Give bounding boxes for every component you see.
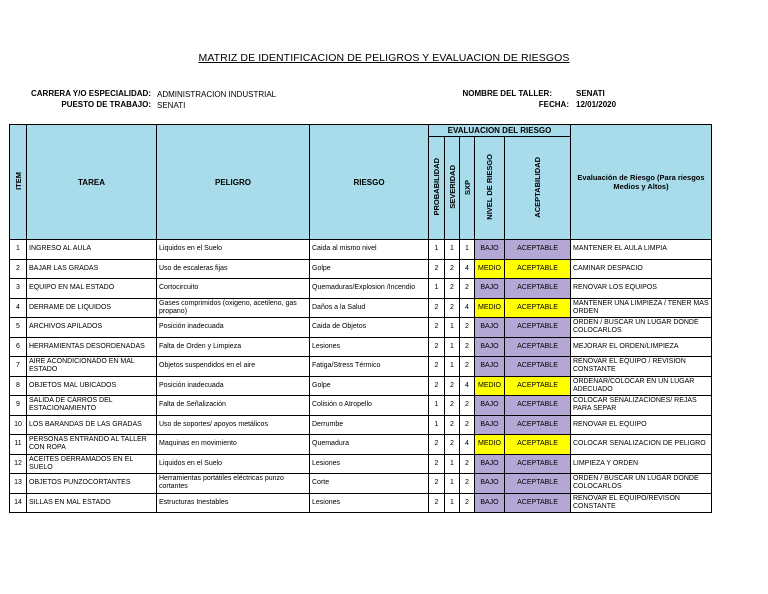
cell-item: 14 [10,493,27,513]
cell-item: 12 [10,454,27,474]
cell-aceptabilidad: ACEPTABLE [505,435,571,455]
cell-severidad: 2 [445,415,460,435]
cell-severidad: 1 [445,337,460,357]
cell-severidad: 2 [445,298,460,318]
puesto-value: SENATI [157,101,186,110]
cell-peligro: Maquinas en movimiento [157,435,310,455]
cell-item: 1 [10,240,27,260]
carrera-label: CARRERA Y/O ESPECIALIDAD: [30,89,151,98]
cell-peligro: Uso de soportes/ apoyos metálicos [157,415,310,435]
cell-riesgo: Fatiga/Stress Térmico [310,357,429,377]
cell-medida: MANTENER EL AULA LIMPIA [571,240,712,260]
cell-sxp: 2 [460,474,475,494]
cell-severidad: 2 [445,259,460,279]
fecha-value: 12/01/2020 [576,100,617,109]
cell-medida: LIMPIEZA Y ORDEN [571,454,712,474]
cell-medida: ORDEN / BUSCAR UN LUGAR DONDE COLOCARLOS [571,474,712,494]
header-evaluacion: EVALUACION DEL RIESGO [429,125,571,137]
cell-sxp: 2 [460,396,475,416]
cell-nivel: MEDIO [475,376,505,396]
cell-probabilidad: 1 [429,240,445,260]
cell-aceptabilidad: ACEPTABLE [505,259,571,279]
taller-label: NOMBRE DEL TALLER: [462,89,552,98]
table-row [10,435,712,455]
cell-medida: RENOVAR LOS EQUIPOS [571,279,712,299]
cell-riesgo: Lesiones [310,337,429,357]
cell-nivel: MEDIO [475,259,505,279]
table-row [10,337,712,357]
cell-peligro: Falta de Señalización [157,396,310,416]
cell-severidad: 2 [445,396,460,416]
cell-peligro: Objetos suspendidos en el aire [157,357,310,377]
table-row [10,318,712,338]
cell-medida: RENOVAR EL EQUIPO / REVISION CONSTANTE [571,357,712,377]
cell-aceptabilidad: ACEPTABLE [505,318,571,338]
header-sxp: SXP [460,137,475,240]
cell-aceptabilidad: ACEPTABLE [505,357,571,377]
cell-nivel: BAJO [475,493,505,513]
cell-item: 9 [10,396,27,416]
cell-riesgo: Golpe [310,376,429,396]
cell-severidad: 1 [445,318,460,338]
cell-nivel: BAJO [475,240,505,260]
cell-probabilidad: 1 [429,396,445,416]
table-row [10,298,712,318]
cell-probabilidad: 2 [429,298,445,318]
cell-nivel: MEDIO [475,298,505,318]
cell-tarea: AIRE ACONDICIONADO EN MAL ESTADO [27,357,157,377]
puesto-label: PUESTO DE TRABAJO: [61,100,151,109]
cell-peligro: Liquidos en el Suelo [157,454,310,474]
cell-tarea: EQUIPO EN MAL ESTADO [27,279,157,299]
cell-tarea: SALIDA DE CARROS DEL ESTACIONAMIENTO [27,396,157,416]
cell-nivel: MEDIO [475,435,505,455]
cell-item: 10 [10,415,27,435]
cell-probabilidad: 2 [429,259,445,279]
cell-aceptabilidad: ACEPTABLE [505,298,571,318]
cell-medida: MANTENER UNA LIMPIEZA / TENER MAS ORDEN [571,298,712,318]
cell-sxp: 4 [460,376,475,396]
cell-riesgo: Derrumbe [310,415,429,435]
cell-nivel: BAJO [475,337,505,357]
risk-matrix-table [9,124,712,513]
cell-tarea: LOS BARANDAS DE LAS GRADAS [27,415,157,435]
cell-tarea: OBJETOS PUNZOCORTANTES [27,474,157,494]
cell-severidad: 2 [445,376,460,396]
cell-peligro: Liquidos en el Suelo [157,240,310,260]
cell-probabilidad: 2 [429,376,445,396]
cell-item: 4 [10,298,27,318]
table-row [10,357,712,377]
cell-aceptabilidad: ACEPTABLE [505,376,571,396]
cell-sxp: 2 [460,493,475,513]
table-row [10,240,712,260]
header-tarea: TAREA [27,125,157,240]
header-riesgo: RIESGO [310,125,429,240]
cell-medida: MEJORAR EL ORDEN/LIMPIEZA [571,337,712,357]
cell-item: 11 [10,435,27,455]
cell-riesgo: Lesiones [310,493,429,513]
cell-medida: RENOVAR EL EQUIPO [571,415,712,435]
table-row [10,376,712,396]
cell-peligro: Posición inadecuada [157,318,310,338]
cell-item: 8 [10,376,27,396]
carrera-value: ADMINISTRACION INDUSTRIAL [157,90,277,99]
cell-medida: ORDENAR/COLOCAR EN UN LUGAR ADECUADO [571,376,712,396]
cell-nivel: BAJO [475,474,505,494]
cell-riesgo: Lesiones [310,454,429,474]
cell-item: 3 [10,279,27,299]
cell-tarea: INGRESO AL AULA [27,240,157,260]
cell-nivel: BAJO [475,454,505,474]
cell-aceptabilidad: ACEPTABLE [505,415,571,435]
cell-peligro: Uso de escaleras fijas [157,259,310,279]
fecha-label: FECHA: [538,100,569,109]
cell-peligro: Estructuras Inestables [157,493,310,513]
cell-medida: COLOCAR SENALIZACION DE PELIGRO [571,435,712,455]
cell-riesgo: Quemadura [310,435,429,455]
header-peligro: PELIGRO [157,125,310,240]
cell-riesgo: Golpe [310,259,429,279]
cell-probabilidad: 2 [429,357,445,377]
cell-severidad: 1 [445,357,460,377]
header-item: ITEM [10,125,27,240]
cell-riesgo: Daños a la Salud [310,298,429,318]
document-title: MATRIZ DE IDENTIFICACION DE PELIGROS Y EVALUACION DE RIESGOS [198,52,570,64]
cell-nivel: BAJO [475,415,505,435]
cell-sxp: 4 [460,435,475,455]
table-row [10,474,712,494]
header-severidad: SEVERIDAD [445,137,460,240]
cell-nivel: BAJO [475,357,505,377]
cell-probabilidad: 2 [429,474,445,494]
cell-riesgo: Colisión o Atropello [310,396,429,416]
cell-medida: ORDEN / BUSCAR UN LUGAR DONDE COLOCARLOS [571,318,712,338]
header-probabilidad: PROBABILIDAD [429,137,445,240]
cell-severidad: 2 [445,279,460,299]
cell-tarea: SILLAS EN MAL ESTADO [27,493,157,513]
cell-probabilidad: 2 [429,454,445,474]
cell-aceptabilidad: ACEPTABLE [505,454,571,474]
cell-nivel: BAJO [475,396,505,416]
cell-aceptabilidad: ACEPTABLE [505,493,571,513]
cell-tarea: ARCHIVOS APILADOS [27,318,157,338]
cell-medida: CAMINAR DESPACIO [571,259,712,279]
cell-severidad: 1 [445,240,460,260]
cell-medida: COLOCAR SENALIZACIONES/ REJAS PARA SEPAR [571,396,712,416]
cell-probabilidad: 2 [429,435,445,455]
cell-nivel: BAJO [475,279,505,299]
cell-peligro: Posición inadecuada [157,376,310,396]
taller-value: SENATI [576,89,605,98]
cell-peligro: Herramientas portátiles eléctricas punzo cortantes [157,474,310,494]
cell-severidad: 1 [445,474,460,494]
cell-aceptabilidad: ACEPTABLE [505,240,571,260]
cell-peligro: Cortocircuito [157,279,310,299]
cell-sxp: 2 [460,318,475,338]
table-row [10,493,712,513]
cell-probabilidad: 2 [429,318,445,338]
cell-item: 5 [10,318,27,338]
cell-tarea: OBJETOS MAL UBICADOS [27,376,157,396]
cell-peligro: Falta de Orden y Limpieza [157,337,310,357]
table-row [10,279,712,299]
cell-tarea: HERRAMIENTAS DESORDENADAS [27,337,157,357]
cell-tarea: DERRAME DE LIQUIDOS [27,298,157,318]
cell-tarea: BAJAR LAS GRADAS [27,259,157,279]
cell-riesgo: Corte [310,474,429,494]
cell-sxp: 2 [460,454,475,474]
cell-tarea: PERSONAS ENTRANDO AL TALLER CON ROPA [27,435,157,455]
cell-probabilidad: 1 [429,279,445,299]
cell-nivel: BAJO [475,318,505,338]
cell-sxp: 1 [460,240,475,260]
table-row [10,259,712,279]
table-row [10,396,712,416]
cell-riesgo: Quemaduras/Explosion /Incendio [310,279,429,299]
table-row [10,454,712,474]
cell-aceptabilidad: ACEPTABLE [505,279,571,299]
header-nivel: NIVEL DE RIESGO [475,137,505,240]
cell-sxp: 2 [460,357,475,377]
cell-probabilidad: 2 [429,337,445,357]
cell-tarea: ACEITES DERRAMADOS EN EL SUELO [27,454,157,474]
cell-severidad: 1 [445,454,460,474]
header-medidas: Evaluación de Riesgo (Para riesgos Medios y Altos) [571,125,712,240]
cell-probabilidad: 2 [429,493,445,513]
cell-peligro: Gases comprimidos (oxigeno, acetileno, gas propano) [157,298,310,318]
cell-probabilidad: 1 [429,415,445,435]
cell-item: 6 [10,337,27,357]
header-aceptabilidad: ACEPTABILIDAD [505,137,571,240]
cell-medida: RENOVAR EL EQUIPO/REVISON CONSTANTE [571,493,712,513]
cell-aceptabilidad: ACEPTABLE [505,337,571,357]
table-row [10,415,712,435]
cell-riesgo: Caida al mismo nivel [310,240,429,260]
cell-sxp: 4 [460,259,475,279]
cell-sxp: 4 [460,298,475,318]
cell-severidad: 2 [445,435,460,455]
cell-riesgo: Caida de Objetos [310,318,429,338]
cell-severidad: 1 [445,493,460,513]
cell-sxp: 2 [460,415,475,435]
cell-item: 13 [10,474,27,494]
cell-aceptabilidad: ACEPTABLE [505,396,571,416]
cell-sxp: 2 [460,337,475,357]
cell-item: 7 [10,357,27,377]
cell-aceptabilidad: ACEPTABLE [505,474,571,494]
cell-item: 2 [10,259,27,279]
cell-sxp: 2 [460,279,475,299]
